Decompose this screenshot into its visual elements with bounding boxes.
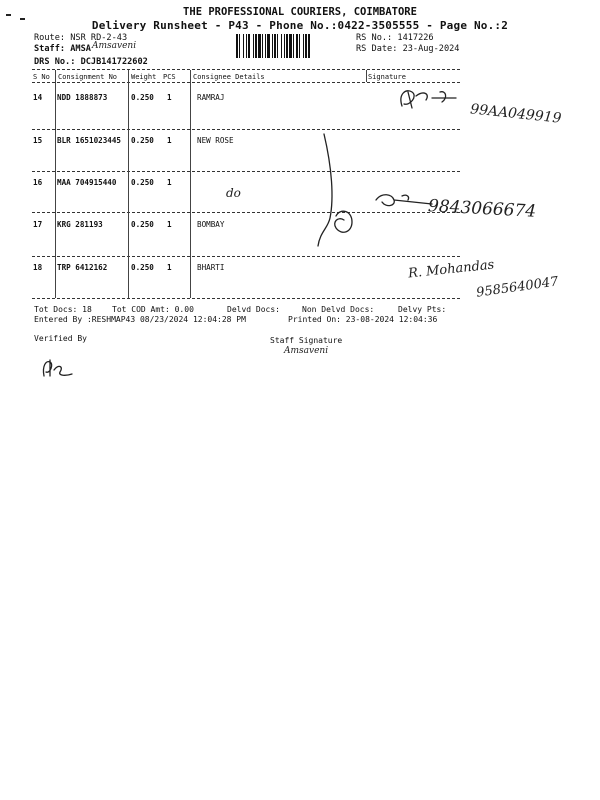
column-header-pcs: PCS: [163, 73, 176, 81]
column-rule: [55, 70, 56, 298]
row16-ditto-mark: do: [226, 186, 241, 200]
cell-pcs: 1: [167, 220, 172, 229]
cell-pcs: 1: [167, 136, 172, 145]
cell-weight: 0.250: [131, 220, 154, 229]
cell-weight: 0.250: [131, 93, 154, 102]
cell-consignee: RAMRAJ: [197, 93, 225, 102]
cell-consignment: KRG 281193: [57, 220, 103, 229]
row18-phone: 9585640047: [475, 274, 560, 301]
cell-weight: 0.250: [131, 263, 154, 272]
cell-sno: 16: [33, 178, 43, 187]
column-header-consignment: Consignment No: [58, 73, 118, 81]
cell-sno: 17: [33, 220, 43, 229]
delivered-docs: Delvd Docs:: [227, 305, 280, 314]
cell-pcs: 1: [167, 93, 172, 102]
column-rule: [190, 70, 191, 298]
row14-phone: 99AA049919: [469, 101, 563, 127]
row18-name: R. Mohandas: [407, 257, 495, 282]
row-divider: [32, 171, 460, 172]
cell-pcs: 1: [167, 178, 172, 187]
verified-by-label: Verified By: [34, 334, 87, 343]
column-rule: [366, 70, 367, 82]
entered-by: Entered By :RESHMAP43 08/23/2024 12:04:28 PM: [34, 315, 246, 324]
row14-signature: [396, 84, 476, 114]
row-divider: [32, 129, 460, 130]
document-subtitle: Delivery Runsheet - P43 - Phone No.:0422-3505555 - Page No.:2: [91, 19, 509, 32]
verifier-signature: [38, 356, 78, 380]
cell-consignment: BLR 1651023445: [57, 136, 122, 145]
scan-mark: [6, 14, 11, 16]
non-delivered-docs: Non Delvd Docs:: [302, 305, 375, 314]
table-header-rule: [32, 82, 460, 83]
cell-weight: 0.250: [131, 178, 154, 187]
cell-consignee: NEW ROSE: [197, 136, 234, 145]
row16-phone: 9843066674: [427, 196, 537, 222]
drs-number: DRS No.: DCJB141722602: [34, 57, 148, 67]
column-header-sno: S No: [33, 73, 50, 81]
cell-sno: 18: [33, 263, 43, 272]
rs-date: RS Date: 23-Aug-2024: [356, 44, 460, 54]
cell-sno: 14: [33, 93, 43, 102]
column-header-weight: Weight: [131, 73, 157, 81]
table-top-rule: [32, 69, 460, 70]
cell-consignee: BOMBAY: [197, 220, 225, 229]
cell-pcs: 1: [167, 263, 172, 272]
table-bottom-rule: [32, 298, 460, 299]
route-label: Route: NSR RD-2-43: [34, 33, 128, 43]
staff-label: Staff: AMSA: [34, 44, 91, 54]
cell-consignment: TRP 6412162: [57, 263, 108, 272]
cell-consignment: MAA 704915440: [57, 178, 117, 187]
barcode: [236, 34, 348, 58]
delivery-points: Delvy Pts:: [398, 305, 447, 314]
total-cod-amount: Tot COD Amt: 0.00: [112, 305, 194, 314]
column-header-signature: Signature: [368, 73, 406, 81]
column-header-consignee: Consignee Details: [193, 73, 265, 81]
staff-signature-handwritten: Amsaveni: [284, 346, 329, 356]
cell-sno: 15: [33, 136, 43, 145]
staff-signature-label: Staff Signature: [270, 336, 343, 345]
row-divider: [32, 212, 460, 213]
rs-number: RS No.: 1417226: [356, 33, 434, 43]
staff-handwritten: Amsaveni: [92, 41, 137, 51]
cell-consignment: NDD 1888873: [57, 93, 108, 102]
scan-mark: [20, 18, 25, 20]
cell-consignee: BHARTI: [197, 263, 225, 272]
printed-on: Printed On: 23-08-2024 12:04:36: [288, 315, 438, 324]
cell-weight: 0.250: [131, 136, 154, 145]
total-docs: Tot Docs: 18: [34, 305, 92, 314]
ditto-bracket: [310, 128, 370, 258]
column-rule: [128, 70, 129, 298]
document-title: THE PROFESSIONAL COURIERS, COIMBATORE: [183, 6, 417, 18]
row-divider: [32, 256, 460, 257]
